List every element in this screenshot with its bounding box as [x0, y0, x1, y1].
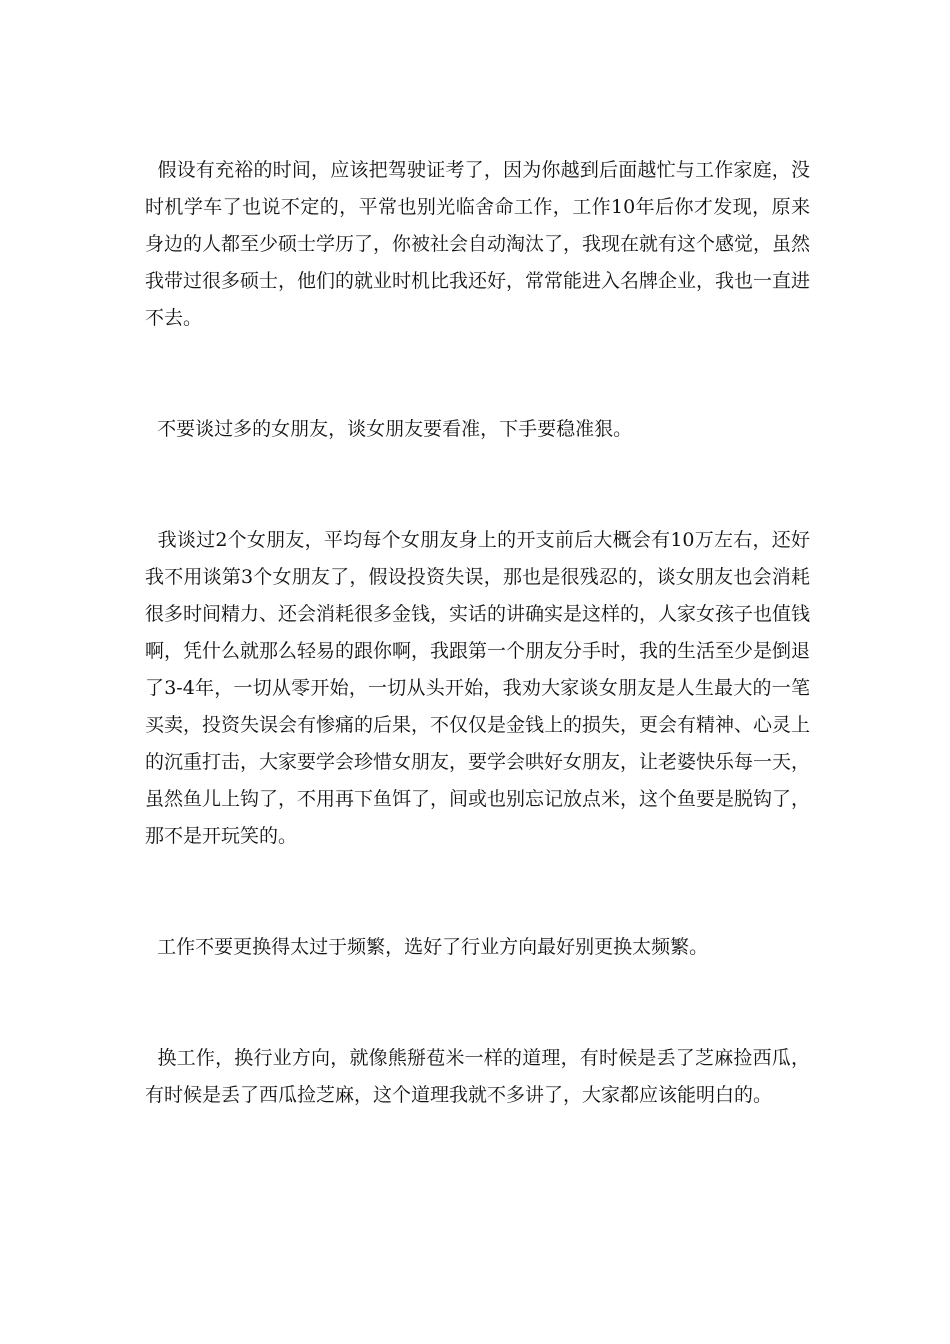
paragraph-driving-license: 假设有充裕的时间，应该把驾驶证考了，因为你越到后面越忙与工作家庭，没时机学车了也说不定的，平常也别光临舍命工作，工作10年后你才发现，原来身边的人都至少硕士学历了，你被社会自动淘汰了，我现在就有这个感觉，虽然我带过很多硕士，他们的就业时机比我还好，常常能进入名牌企业，我也一直进不去。: [145, 159, 811, 329]
paragraph-job-change-analogy: 换工作，换行业方向，就像熊掰苞米一样的道理，有时候是丢了芝麻捡西瓜，有时候是丢了西瓜捡芝麻，这个道理我就不多讲了，大家都应该能明白的。: [145, 1047, 810, 1106]
document-body: [145, 152, 810, 1114]
paragraph-girlfriend-advice: 不要谈过多的女朋友，谈女朋友要看准，下手要稳准狠。: [145, 418, 633, 440]
paragraph-job-change-advice: 工作不要更换得太过于频繁，选好了行业方向最好别更换太频繁。: [145, 936, 709, 958]
paragraph-girlfriend-experience: 我谈过2个女朋友，平均每个女朋友身上的开支前后大概会有10万左右，还好我不用谈第3个女朋友了，假设投资失误，那也是很残忍的，谈女朋友也会消耗很多时间精力、还会消耗很多金钱，实话的讲确实是这样的，人家女孩子也值钱啊，凭什么就那么轻易的跟你啊，我跟第一个朋友分手时，我的生活至少是倒退了3-4年，一切从零开始，一切从头开始，我劝大家谈女朋友是人生最大的一笔买卖，投资失误会有惨痛的后果，不仅仅是金钱上的损失，更会有精神、心灵上的沉重打击，大家要学会珍惜女朋友，要学会哄好女朋友，让老婆快乐每一天，虽然鱼儿上钩了，不用再下鱼饵了，间或也别忘记放点米，这个鱼要是脱钩了，那不是开玩笑的。: [145, 529, 811, 847]
